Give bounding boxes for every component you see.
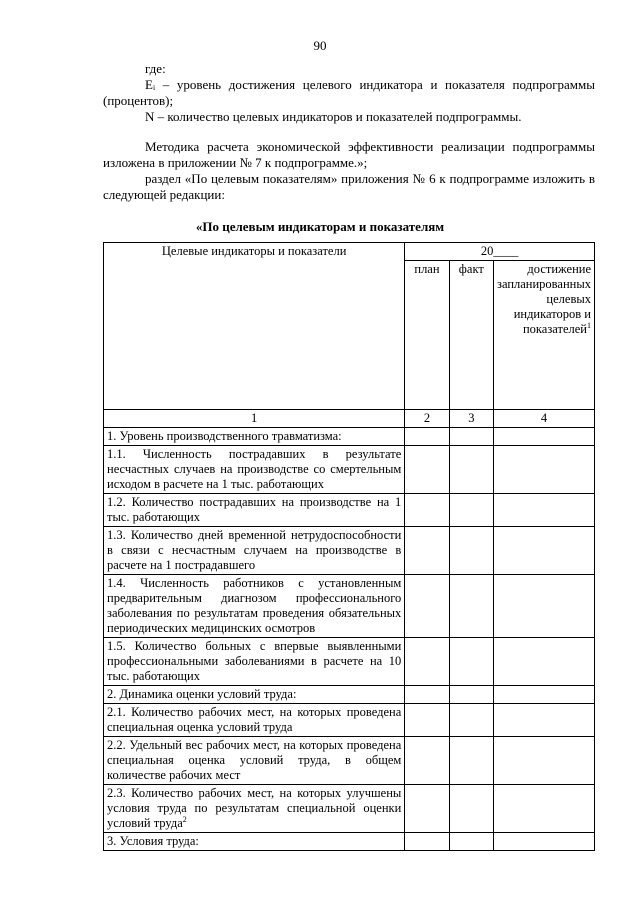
table-row <box>104 527 595 575</box>
column-number: 1 <box>104 410 405 428</box>
achievement-cell <box>493 686 594 704</box>
header-achievement <box>493 261 594 410</box>
column-number: 3 <box>449 410 493 428</box>
intro-n-definition: N – количество целевых индикаторов и показателей подпрограммы. <box>145 109 522 124</box>
fact-cell <box>449 494 493 527</box>
indicator-name: 1.3. Количество дней временной нетрудоспособности в связи с несчастным случаем на производстве в расчете на 1 пострадавшего <box>107 528 402 572</box>
header-year: 20____ <box>405 243 595 261</box>
plan-cell <box>405 686 449 704</box>
indicator-name-cell <box>104 704 405 737</box>
indicator-name: 1. Уровень производственного травматизма: <box>107 429 342 443</box>
intro-where: где: <box>145 61 166 76</box>
plan-cell <box>405 704 449 737</box>
fact-cell <box>449 686 493 704</box>
indicator-name-cell <box>104 638 405 686</box>
fact-cell <box>449 785 493 833</box>
plan-cell <box>405 428 449 446</box>
methodology-paragraph: Методика расчета экономической эффективности реализации подпрограммы изложена в приложении № 7 к подпрограмме.»; <box>103 139 595 170</box>
header-plan: план <box>405 261 449 410</box>
indicator-name-cell <box>104 446 405 494</box>
table-row <box>104 704 595 737</box>
indicator-name-cell <box>104 833 405 851</box>
indicator-name-cell <box>104 527 405 575</box>
indicator-name: 1.5. Количество больных с впервые выявленными профессиональными заболеваниями в расчете на 10 тыс. работающих <box>107 639 402 683</box>
achievement-cell <box>493 704 594 737</box>
fact-cell <box>449 638 493 686</box>
plan-cell <box>405 575 449 638</box>
table-row <box>104 737 595 785</box>
column-number-row <box>104 410 595 428</box>
achievement-cell <box>493 785 594 833</box>
plan-cell <box>405 446 449 494</box>
indicator-name: 2.1. Количество рабочих мест, на которых проведена специальная оценка условий труда <box>107 705 402 734</box>
fact-cell <box>449 446 493 494</box>
indicator-name: 1.2. Количество пострадавших на производстве на 1 тыс. работающих <box>107 495 402 524</box>
fact-cell <box>449 428 493 446</box>
plan-cell <box>405 638 449 686</box>
plan-cell <box>405 737 449 785</box>
intro-text <box>103 61 595 203</box>
plan-cell <box>405 527 449 575</box>
achievement-cell <box>493 527 594 575</box>
indicator-name: 2.2. Удельный вес рабочих мест, на которых проведена специальная оценка условий труда, в общем количестве рабочих мест <box>107 738 402 782</box>
indicator-name-cell <box>104 575 405 638</box>
table-row <box>104 428 595 446</box>
achievement-cell <box>493 737 594 785</box>
achievement-cell <box>493 833 594 851</box>
table-row <box>104 785 595 833</box>
plan-cell <box>405 494 449 527</box>
intro-ei-definition: Eᵢ – уровень достижения целевого индикатора и показателя подпрограммы (процентов); <box>103 77 595 108</box>
fact-cell <box>449 527 493 575</box>
table-row <box>104 446 595 494</box>
achievement-cell <box>493 575 594 638</box>
column-number: 2 <box>405 410 449 428</box>
footnote-mark: 1 <box>587 320 591 330</box>
header-fact: факт <box>449 261 493 410</box>
indicator-name: 3. Условия труда: <box>107 834 199 848</box>
column-number: 4 <box>493 410 594 428</box>
achievement-cell <box>493 638 594 686</box>
achievement-cell <box>493 428 594 446</box>
achievement-cell <box>493 494 594 527</box>
footnote-mark: 2 <box>182 814 187 824</box>
header-achievement-text: достижение запланированных целевых индикаторов и показателей <box>497 262 591 336</box>
indicator-name-cell <box>104 785 405 833</box>
section-paragraph: раздел «По целевым показателям» приложения № 6 к подпрограмме изложить в следующей редакции: <box>103 171 595 202</box>
achievement-cell <box>493 446 594 494</box>
indicator-name-cell <box>104 494 405 527</box>
indicator-name-cell <box>104 737 405 785</box>
plan-cell <box>405 833 449 851</box>
indicator-name: 2.3. Количество рабочих мест, на которых улучшены условия труда по результатам специальной оценки условий труда <box>107 786 402 830</box>
indicator-name: 1.1. Численность пострадавших в результате несчастных случаев на производстве со смертельным исходом в расчете на 1 тыс. работающих <box>107 447 402 491</box>
fact-cell <box>449 575 493 638</box>
indicator-name: 1.4. Численность работников с установленным предварительным диагнозом профессионального заболевания по результатам проведения обязательных периодических медицинских осмотров <box>107 576 402 635</box>
table-row <box>104 638 595 686</box>
fact-cell <box>449 737 493 785</box>
header-indicators: Целевые индикаторы и показатели <box>104 243 405 410</box>
table-title: «По целевым индикаторам и показателям <box>195 219 445 234</box>
table-row <box>104 494 595 527</box>
fact-cell <box>449 833 493 851</box>
indicator-name: 2. Динамика оценки условий труда: <box>107 687 297 701</box>
table-row <box>104 686 595 704</box>
table-row <box>104 575 595 638</box>
fact-cell <box>449 704 493 737</box>
table-body <box>104 410 595 851</box>
indicators-table <box>103 242 595 851</box>
indicator-name-cell <box>104 428 405 446</box>
table-row <box>104 833 595 851</box>
plan-cell <box>405 785 449 833</box>
indicator-name-cell <box>104 686 405 704</box>
page-number: 90 <box>313 38 327 53</box>
